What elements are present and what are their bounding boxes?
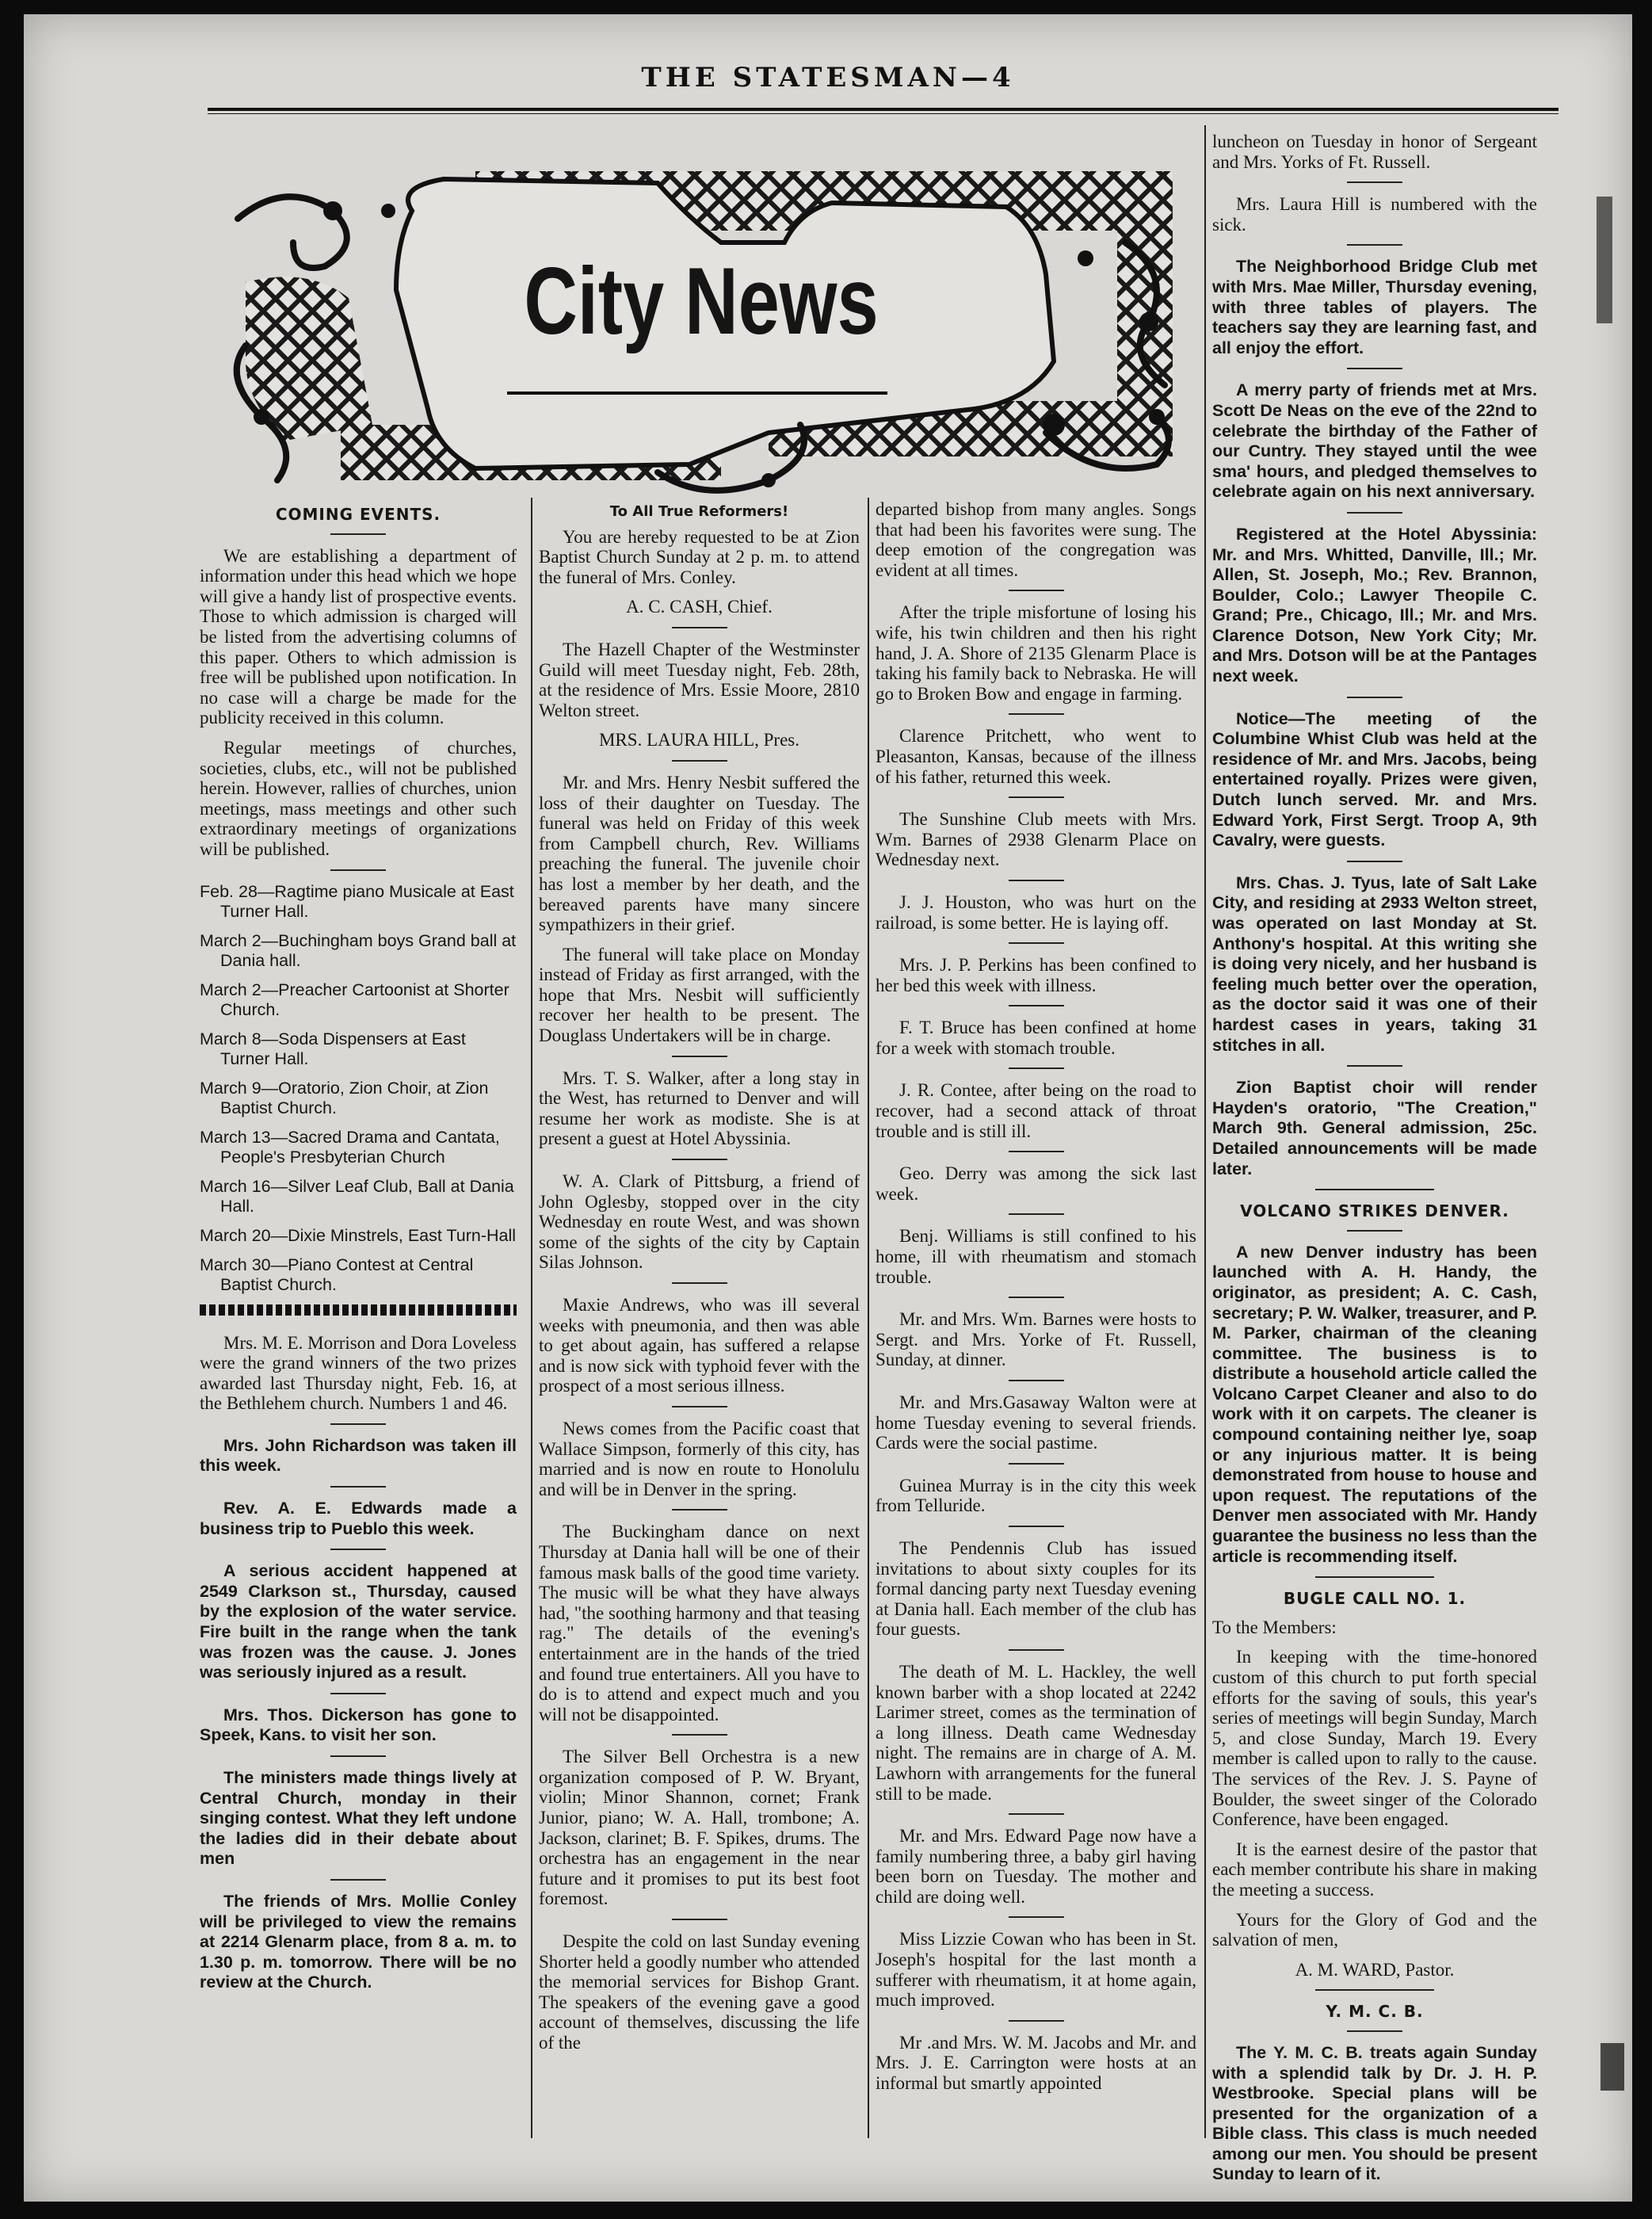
separator — [672, 1159, 727, 1160]
news-item-derry: Geo. Derry was among the sick last week. — [876, 1163, 1196, 1204]
separator — [1009, 1067, 1064, 1069]
separator — [672, 760, 727, 762]
news-item-shorter-cont: departed bishop from many angles. Songs that had been his favorites were sung. The deep emotion of the congregation was evident at all times. — [876, 499, 1196, 580]
event-item: March 30—Piano Contest at Central Baptist Church. — [200, 1255, 474, 1294]
separator — [1009, 713, 1064, 715]
separator — [1009, 1916, 1064, 1918]
event-item: March 13—Sacred Drama and Cantata, People's Presbyterian Church — [200, 1127, 500, 1167]
separator — [330, 1486, 386, 1488]
event-item: March 2—Buchingham boys Grand ball at Dania hall. — [200, 930, 517, 970]
news-item-contee: J. R. Contee, after being on the road to recover, had a second attack of throat trouble and is still ill. — [876, 1080, 1196, 1141]
news-item-edwards: Rev. A. E. Edwards made a business trip to Pueblo this week. — [200, 1499, 517, 1538]
decorative-rule — [200, 1304, 517, 1316]
news-item-bridge-club: The Neighborhood Bridge Club met with Mrs. Mae Miller, Thursday evening, with three tables of players. The teachers say they are learning fast, and all enjoy the effort. — [1212, 257, 1537, 357]
ymcb-heading: Y. M. C. B. — [1326, 2002, 1424, 2022]
news-item-page: Mr. and Mrs. Edward Page now have a family numbering three, a baby girl having been born on Tuesday. The mother and child are doing well. — [876, 1826, 1196, 1907]
news-item-walker: Mrs. T. S. Walker, after a long stay in the West, has returned to Denver and will resume her work as modiste. She is at present a guest at Hotel Abyssinia. — [539, 1067, 860, 1149]
news-item-williams: Benj. Williams is still confined to his home, ill with rheumatism and stomach trouble. — [876, 1226, 1196, 1287]
news-item-pendennis: The Pendennis Club has issued invitations to about sixty couples for its formal dancing party next Tuesday evening at Dania hall. Each member of the club has four guests. — [876, 1537, 1196, 1640]
scan-tear — [1600, 2043, 1624, 2091]
news-item-nesbit-funeral: The funeral will take place on Monday instead of Friday as first arranged, with the hope that Mrs. Nesbit will sufficiently recover her health to be present. The Douglass Undertakers will be in charge. — [539, 944, 860, 1046]
column-rule — [868, 498, 869, 2138]
news-item-conley: The friends of Mrs. Mollie Conley will be privileged to view the remains at 2214 Glenarm place, from 8 a. m. to 1.30 p. m. tomorrow. There will be no review at the Church. — [200, 1891, 517, 1992]
separator — [330, 1423, 386, 1425]
separator — [672, 1734, 727, 1736]
news-item-hackley: The death of M. L. Hackley, the well known barber with a shop located at 2242 Larimer street, comes as the termination of a long illness. Death came Wednesday night. The remains are in charge of A. M. Lawhorn with arrangements for the funeral still to be made. — [876, 1661, 1196, 1804]
news-item-registered: Registered at the Hotel Abyssinia: Mr. and Mrs. Whitted, Danville, Ill.; Mr. Allen, St. Joseph, Mo.; Rev. Brannon, Boulder, Colo.; Lawyer Theopile C. Grand; Pre., Chicago, Ill.; Mr. and Mrs. Clarence Dotson, New York City; Mr. and Mrs. Dotson will be at the Pantages next week. — [1212, 524, 1537, 686]
news-item-reformers: You are hereby requested to be at Zion Baptist Church Sunday at 2 p. m. to attend the funeral of Mrs. Conley. — [539, 526, 860, 587]
news-item-perkins: Mrs. J. P. Perkins has been confined to her bed this week with illness. — [876, 955, 1196, 995]
separator — [1347, 1230, 1402, 1232]
bugle-call-closing: Yours for the Glory of God and the salvation of men, — [1212, 1909, 1537, 1950]
column-1 — [200, 502, 517, 2003]
news-item-simpson: News comes from the Pacific coast that Wallace Simpson, formerly of this city, has married and is now en route to Honolulu and will be in Denver in the spring. — [539, 1418, 860, 1499]
news-item-accident: A serious accident happened at 2549 Clarkson st., Thursday, caused by the explosion of the water service. Fire built in the range when the tank was frozen was the cause. J. Jones was seriously injured as a result. — [200, 1561, 517, 1682]
separator — [330, 869, 386, 871]
news-item-whist-club: Notice—The meeting of the Columbine Whist Club was held at the residence of Mr. and Mrs. Jacobs, being entertained royally. Prizes were given, Dutch lunch served. Mr. and Mrs. Edward York, First Sergt. Troop A, 9th Cavalry, were guests. — [1212, 708, 1537, 850]
separator — [1315, 1576, 1434, 1578]
separator — [1347, 1065, 1402, 1067]
separator — [672, 1406, 727, 1407]
column-3 — [876, 499, 1196, 2103]
separator — [1009, 1005, 1064, 1006]
news-item-ymcb: The Y. M. C. B. treats again Sunday with a splendid talk by Dr. J. H. P. Westbrooke. Special plans will be presented for the organization of a Bible class. This class is much needed among our men. You should be present Sunday to learn of it. — [1212, 2042, 1537, 2184]
coming-events-rules: Regular meetings of churches, societies, clubs, etc., will not be published herein. However, rallies of churches, union meetings, mass meetings and other such extraordinary meetings of organizations will be published. — [200, 737, 517, 859]
news-item-walton: Mr. and Mrs.Gasaway Walton were at home Tuesday evening to several friends. Cards were the social pastime. — [876, 1392, 1196, 1453]
masthead-rule — [208, 108, 1559, 114]
news-item-dickerson: Mrs. Thos. Dickerson has gone to Speek, Kans. to visit her son. — [200, 1705, 517, 1745]
signature: MRS. LAURA HILL, Pres. — [598, 730, 799, 750]
separator — [1009, 1526, 1064, 1527]
news-item-volcano: A new Denver industry has been launched with A. H. Handy, the originator, as president; A. C. Cash, secretary; P. W. Walker, treasurer, and P. M. Parker, chairman of the cleaning committee. The business is to distribute a household article called the Volcano Carpet Cleaner and also to do work with it on carpets. The cleaner is compound containing neither lye, soap or any injurious matter. It is being demonstrated from house to house and upon request. The reputations of the Denver men associated with Mr. Handy guarantee the business no less than the article is recommending itself. — [1212, 1242, 1537, 1566]
event-item: March 16—Silver Leaf Club, Ball at Dania Hall. — [200, 1176, 514, 1216]
separator — [1347, 861, 1402, 862]
separator — [1347, 368, 1402, 369]
news-item-houston: J. J. Houston, who was hurt on the railroad, is some better. He is laying off. — [876, 892, 1196, 933]
column-rule — [1204, 125, 1206, 2138]
news-item-pritchett: Clarence Pritchett, who went to Pleasanton, Kansas, because of the illness of his father, returned this week. — [876, 726, 1196, 787]
separator — [1009, 1213, 1064, 1215]
news-item-de-neas: A merry party of friends met at Mrs. Scott De Neas on the eve of the 22nd to celebrate the birthday of the Father of our Cuntry. They stayed until the wee sma' hours, and pledged themselves to celebrate again on his next anniversary. — [1212, 380, 1537, 502]
separator — [330, 533, 386, 535]
reformers-heading: To All True Reformers! — [609, 503, 789, 520]
column-2 — [539, 502, 860, 2063]
separator — [672, 627, 727, 628]
signature: A. M. WARD, Pastor. — [1295, 1959, 1455, 1980]
bugle-call-salutation: To the Members: — [1212, 1617, 1337, 1637]
news-item-zion-choir: Zion Baptist choir will render Hayden's oratorio, "The Creation," March 9th. General admission, 25c. Detailed announcements will be made later. — [1212, 1078, 1537, 1178]
news-item-hill: Mrs. Laura Hill is numbered with the sick. — [1212, 194, 1537, 235]
news-item-jacobs-cont: luncheon on Tuesday in honor of Sergeant and Mrs. Yorks of Ft. Russell. — [1212, 132, 1537, 172]
separator — [1009, 2020, 1064, 2022]
separator — [330, 1693, 386, 1694]
news-item-hazell: The Hazell Chapter of the Westminster Guild will meet Tuesday night, Feb. 28th, at the residence of Mrs. Essie Moore, 2810 Welton street. — [539, 639, 860, 720]
masthead: THE STATESMAN—4 — [641, 62, 1015, 94]
news-item-murray: Guinea Murray is in the city this week from Telluride. — [876, 1475, 1196, 1516]
coming-events-heading: COMING EVENTS. — [275, 505, 441, 524]
news-item-shore: After the triple misfortune of losing his wife, his twin children and then his right hand, J. A. Shore of 2135 Glenarm Place is taking his family back to Nebraska. He will go to Broken Bow and engage in farming. — [876, 602, 1196, 704]
separator — [1009, 1813, 1064, 1815]
news-item-bruce: F. T. Bruce has been confined at home for a week with stomach trouble. — [876, 1018, 1196, 1058]
scan-tear — [1597, 197, 1612, 323]
column-rule — [531, 498, 532, 2138]
news-item-tyus: Mrs. Chas. J. Tyus, late of Salt Lake City, and residing at 2933 Welton street, was operated on last Monday at St. Anthony's hospital. At this writing she is doing very nicely, and her husband is feeling much better over the operation, as the doctor said it was one of their hardest cases in years, taking 31 stitches in all. — [1212, 873, 1537, 1055]
news-item-sunshine: The Sunshine Club meets with Mrs. Wm. Barnes of 2938 Glenarm Place on Wednesday next. — [876, 809, 1196, 870]
news-item-richardson: Mrs. John Richardson was taken ill this week. — [200, 1435, 517, 1476]
bugle-call-body: In keeping with the time-honored custom of this church to put forth special efforts for the saving of souls, this year's series of meetings will begin Sunday, March 5, and close Sunday, March 19. Every member is called upon to rally to the cause. The services of the Rev. J. S. Payne of Boulder, the sweet singer of the Colorado Conference, have been engaged. — [1212, 1647, 1537, 1830]
signature: A. C. CASH, Chief. — [626, 597, 773, 617]
separator — [330, 1879, 386, 1881]
news-item-morrison: Mrs. M. E. Morrison and Dora Loveless were the grand winners of the two prizes awarded last Thursday night, Feb. 16, at the Bethlehem church. Numbers 1 and 46. — [200, 1332, 517, 1414]
news-item-buckingham: The Buckingham dance on next Thursday at Dania hall will be one of their famous mask balls of the good time variety. The music will be what they have always had, "the soothing harmony and that teasing rag." The details of the evening's entertainment are in the hands of the tried and found true entertainers. All you have to do is to attend and expect much and you will not be disappointed. — [539, 1522, 860, 1724]
event-item: March 8—Soda Dispensers at East Turner Hall. — [200, 1029, 466, 1068]
event-item: March 9—Oratorio, Zion Choir, at Zion Baptist Church. — [200, 1078, 489, 1117]
separator — [1009, 796, 1064, 798]
coming-events-intro: We are establishing a department of information under this head which we hope will give a handy list of prospective events. Those to which admission is charged will be listed from the advertising columns of this paper. Others to which admission is free will be published upon notification. In no case will a charge be made for the publicity received in this column. — [200, 545, 517, 728]
separator — [1347, 244, 1402, 246]
separator — [672, 1056, 727, 1057]
separator — [330, 1549, 386, 1550]
news-item-nesbit: Mr. and Mrs. Henry Nesbit suffered the loss of their daughter on Tuesday. The funeral was held on Friday of this week from Campbell church, Rev. Williams preaching the funeral. The juvenile choir has lost a member by her death, and the bereaved parents have many sincere sympathizers in their grief. — [539, 772, 860, 935]
separator — [1009, 1297, 1064, 1298]
separator — [1009, 880, 1064, 881]
event-item: Feb. 28—Ragtime piano Musicale at East Turner Hall. — [200, 881, 514, 921]
column-4 — [1212, 132, 1537, 2194]
banner-title: City News — [524, 248, 879, 354]
separator — [1347, 697, 1402, 698]
separator — [1009, 1151, 1064, 1152]
event-item: March 20—Dixie Minstrels, East Turn-Hall — [200, 1225, 517, 1245]
city-news-banner — [214, 163, 1188, 512]
news-item-andrews: Maxie Andrews, who was ill several weeks with pneumonia, and then was able to get about again, has suffered a relapse and is now sick with typhoid fever with the prospect of a most serious illness. — [539, 1295, 860, 1396]
separator — [672, 1919, 727, 1920]
separator — [1347, 512, 1402, 514]
news-item-ministers: The ministers made things lively at Central Church, monday in their singing contest. What they left undone the ladies did in their debate about men — [200, 1768, 517, 1869]
news-item-shorter: Despite the cold on last Sunday evening Shorter held a goodly number who attended the memorial services for Bishop Grant. The speakers of the evening gave a good account of themselves, discussing the life of the — [539, 1931, 860, 2053]
event-item: March 2—Preacher Cartoonist at Shorter Church. — [200, 980, 509, 1019]
separator — [672, 1282, 727, 1284]
separator — [330, 1755, 386, 1757]
news-item-silver-bell: The Silver Bell Orchestra is a new organization composed of P. W. Bryant, violin; Minor Shannon, cornet; Frank Junior, piano; W. A. Hall, trombone; A. Jackson, clarinet; B. F. Spikes, drums. The orchestra has an engagement in the near future and it promises to put its best foot foremost. — [539, 1747, 860, 1909]
separator — [1009, 942, 1064, 944]
newspaper-sheet — [24, 14, 1632, 2202]
separator — [1315, 1989, 1434, 1991]
news-item-jacobs: Mr .and Mrs. W. M. Jacobs and Mr. and Mrs. J. E. Carrington were hosts at an informal but smartly appointed — [876, 2032, 1196, 2094]
news-item-barnes: Mr. and Mrs. Wm. Barnes were hosts to Sergt. and Mrs. Yorke of Ft. Russell, Sunday, at dinner. — [876, 1309, 1196, 1370]
separator — [672, 1509, 727, 1511]
separator — [1009, 590, 1064, 591]
separator — [1315, 1189, 1434, 1190]
separator — [1009, 1649, 1064, 1651]
separator — [1347, 181, 1402, 183]
bugle-call-heading: BUGLE CALL NO. 1. — [1283, 1589, 1467, 1609]
separator — [1009, 1380, 1064, 1381]
separator — [1347, 2030, 1402, 2032]
volcano-heading: VOLCANO STRIKES DENVER. — [1240, 1201, 1509, 1221]
news-item-cowan: Miss Lizzie Cowan who has been in St. Joseph's hospital for the last month a sufferer with rheumatism, it at home again, much improved. — [876, 1929, 1196, 2011]
bugle-call-appeal: It is the earnest desire of the pastor that each member contribute his share in making the meeting a success. — [1212, 1839, 1537, 1900]
separator — [1009, 1463, 1064, 1465]
news-item-clark: W. A. Clark of Pittsburg, a friend of John Oglesby, stopped over in the city Wednesday en route West, and was shown some of the sights of the city by Captain Silas Johnson. — [539, 1171, 860, 1273]
